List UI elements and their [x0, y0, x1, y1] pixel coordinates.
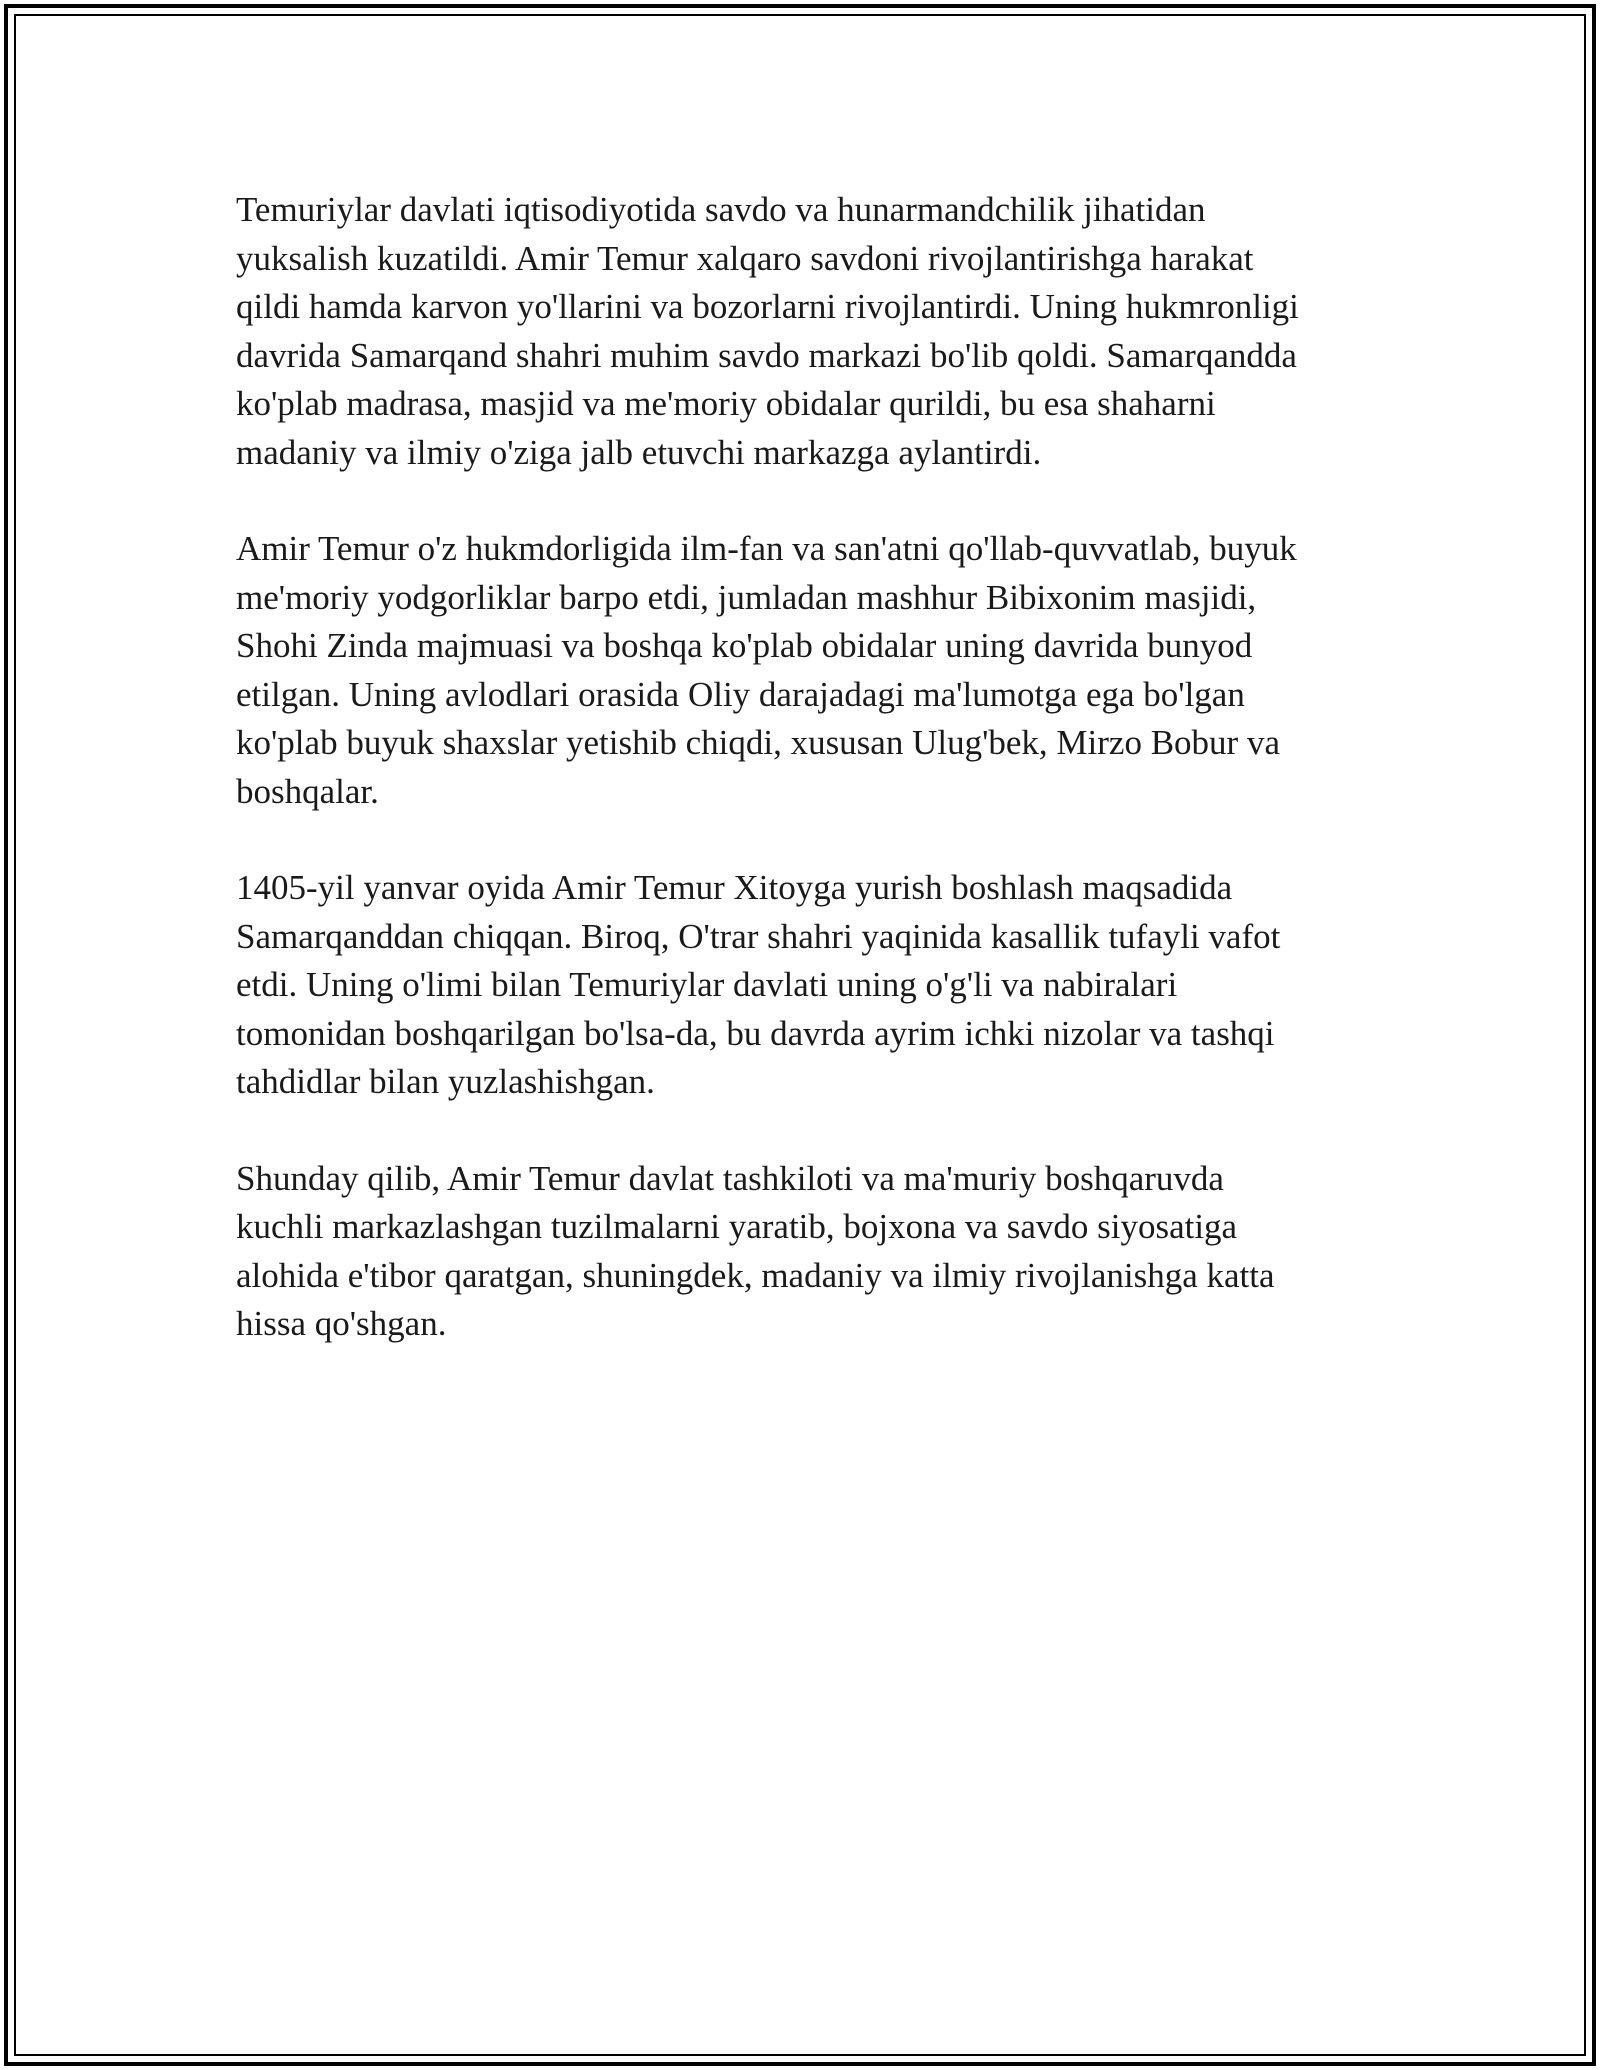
text-line: boshqalar.	[236, 771, 379, 811]
text-line: 1405-yil yanvar oyida Amir Temur Xitoyga yurish boshlash maqsadida	[236, 868, 1233, 907]
text-line: Shunday qilib, Amir Temur davlat tashkiloti va ma'muriy boshqaruvda	[236, 1158, 1224, 1198]
text-line: alohida e'tibor qaratgan, shuningdek, madaniy va ilmiy rivojlanishga katta	[236, 1255, 1275, 1295]
text-line: Samarqanddan chiqqan. Biroq, O'trar shahri yaqinida kasallik tufayli vafot	[236, 916, 1281, 956]
text-line: etilgan. Uning avlodlari orasida Oliy darajadagi ma'lumotga ega bo'lgan	[236, 674, 1245, 714]
text-line: etdi. Uning o'limi bilan Temuriylar davlati uning o'g'li va nabiralari	[236, 965, 1178, 1004]
text-line: yuksalish kuzatildi. Amir Temur xalqaro savdoni rivojlantirishga harakat	[236, 238, 1254, 278]
text-line: Shohi Zinda majmuasi va boshqa ko'plab obidalar uning davrida bunyod	[236, 626, 1253, 665]
text-line: tomonidan boshqarilgan bo'lsa-da, bu davrda ayrim ichki nizolar va tashqi	[236, 1013, 1275, 1053]
text-line: ko'plab buyuk shaxslar yetishib chiqdi, xususan Ulug'bek, Mirzo Bobur va	[236, 723, 1281, 762]
text-line: davrida Samarqand shahri muhim savdo markazi bo'lib qoldi. Samarqandda	[236, 335, 1297, 375]
paragraph-1	[236, 186, 1366, 477]
document-body	[236, 186, 1366, 1397]
text-line: qildi hamda karvon yo'llarini va bozorlarni rivojlantirdi. Uning hukmronligi	[236, 287, 1299, 326]
text-line: tahdidlar bilan yuzlashishgan.	[236, 1062, 655, 1101]
paragraph-2	[236, 525, 1366, 816]
text-line: ko'plab madrasa, masjid va me'moriy obidalar qurildi, bu esa shaharni	[236, 384, 1216, 423]
paragraph-3	[236, 864, 1366, 1107]
text-line: Amir Temur o'z hukmdorligida ilm-fan va san'atni qo'llab-quvvatlab, buyuk	[236, 529, 1297, 568]
text-line: Temuriylar davlati iqtisodiyotida savdo va hunarmandchilik jihatidan	[236, 190, 1206, 229]
paragraph-4	[236, 1155, 1366, 1349]
text-line: me'moriy yodgorliklar barpo etdi, jumladan mashhur Bibixonim masjidi,	[236, 577, 1257, 617]
text-line: kuchli markazlashgan tuzilmalarni yaratib, bojxona va savdo siyosatiga	[236, 1207, 1238, 1246]
text-line: madaniy va ilmiy o'ziga jalb etuvchi markazga aylantirdi.	[236, 432, 1042, 472]
text-line: hissa qo'shgan.	[236, 1304, 447, 1343]
